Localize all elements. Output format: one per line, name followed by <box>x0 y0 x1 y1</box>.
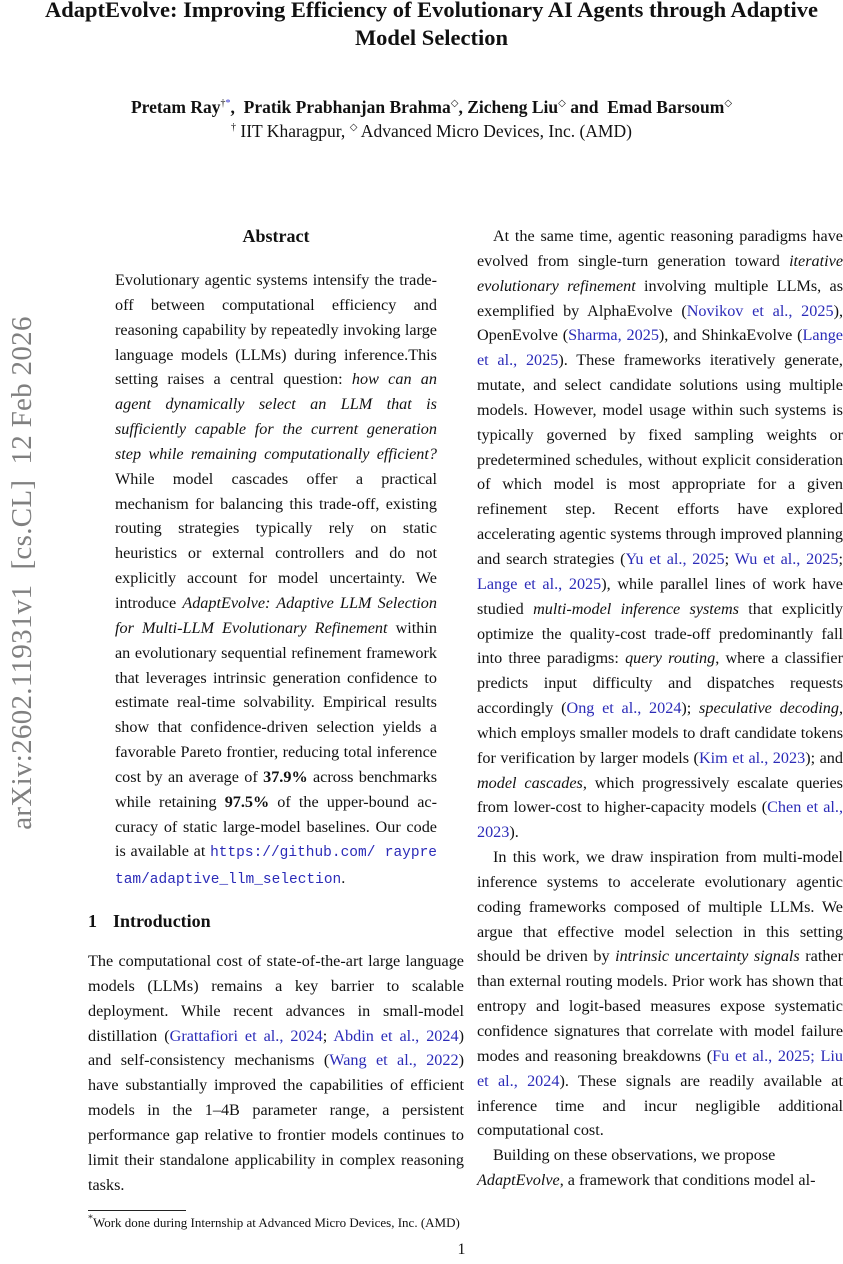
footnote-rule <box>88 1210 186 1211</box>
affiliation-mark: † <box>221 98 226 109</box>
highlight-value: 37.9% <box>263 768 308 786</box>
citation-link[interactable]: Ong et al., 2024 <box>567 699 682 717</box>
text-segment: ; <box>839 550 843 568</box>
footnote <box>88 1214 464 1232</box>
paper-title: AdaptEvolve: Improving Efficiency of Evolutionary AI Agents through Adaptive Model Selection <box>22 0 842 52</box>
text-segment: The computational cost of state-of-the-art large language models (LLMs) remains a key barrier to scalable deployment. While recent advances in small-model distillation ( <box>88 952 464 1045</box>
text-segment: ) and self-consistency mechanisms ( <box>88 1027 464 1070</box>
text-segment: At the same time, agentic reasoning paradigms have evolved from single-turn generation toward <box>477 227 843 270</box>
text-segment: ), and ShinkaEvolve ( <box>659 326 803 344</box>
emphasis-text: speculative decoding <box>699 699 839 717</box>
citation-link[interactable]: Chen et al., 2023 <box>477 798 843 841</box>
body-paragraph <box>477 845 843 1143</box>
citation-link[interactable]: Lange et al., 2025 <box>477 575 601 593</box>
section-heading-introduction <box>88 909 464 933</box>
author-name: Pretam Ray <box>131 97 221 117</box>
text-segment: ). These signals are readily available at inference time and incur negligible additional computational cost. <box>477 1072 843 1140</box>
citation-link[interactable]: Wang et al., 2022 <box>329 1051 458 1069</box>
citation-link[interactable]: Kim et al., 2023 <box>699 749 805 767</box>
emphasis-text: query routing <box>625 649 715 667</box>
paper-header <box>22 0 842 142</box>
text-segment: ); and <box>805 749 843 767</box>
text-segment: , which progressively escalate queries from lower-cost to higher-capacity models ( <box>477 774 843 817</box>
author-name: Emad Barsoum <box>607 97 724 117</box>
affiliation-mark: ◇ <box>558 98 566 109</box>
text-segment: ) have substantially improved the capabilities of efficient models in the 1–4B parameter range, a persistent performance gap relative to frontier models continues to limit their standalone applicability in complex reasoning tasks. <box>88 1051 464 1193</box>
page-number: 1 <box>0 1240 843 1264</box>
text-segment: ). These frameworks iteratively generate, mutate, and select candidate solutions using multiple models. However, model usage within such systems is typically governed by fixed sampling weights or predetermined schedules, without explicit consideration of which model is most appropriate for a given refinement step. Recent efforts have explored accelerating agentic systems through improved planning and search strategies ( <box>477 351 843 568</box>
author-name: Zicheng Liu <box>467 97 558 117</box>
affiliation: Advanced Micro Devices, Inc. (AMD) <box>357 121 632 141</box>
author-name: Pratik Prabhanjan Brahma <box>244 97 451 117</box>
citation-link[interactable]: Grattafiori et al., 2024 <box>170 1027 323 1045</box>
text-segment: Evolutionary agentic systems intensify the trade-off between computational efficiency and reasoning capability by repeatedly invoking large language models (LLMs) during inference.This setting raises a central question: <box>115 271 437 388</box>
text-segment: While model cascades offer a practical mechanism for balancing this trade-off, existing routing strategies typically rely on static heuristics or external controllers and do not explicitly account for model uncertainty. We introduce <box>115 470 437 612</box>
text-segment: , where a classifier predicts input difficulty and dispatches requests accordingly ( <box>477 649 843 717</box>
affiliations <box>22 120 842 142</box>
affiliation-mark: ◇ <box>451 98 459 109</box>
footnote-text: Work done during Internship at Advanced Micro Devices, Inc. (AMD) <box>93 1215 460 1230</box>
affiliation-mark: ◇ <box>350 122 358 133</box>
text-segment: across benchmarks while retaining <box>115 768 437 811</box>
text-segment: . <box>341 869 345 887</box>
two-column-body <box>0 224 843 1232</box>
left-column <box>88 224 464 1232</box>
emphasis-text: how can an agent dynamically select an LLM that is sufficiently capable for the current generation step while remaining computationally efficient? <box>115 370 437 463</box>
citation-link[interactable]: Sharma, 2025 <box>568 326 659 344</box>
text-segment: ), OpenEvolve ( <box>477 302 843 345</box>
code-link[interactable]: https://github.com/ raypretam/adaptive_llm_selection <box>115 845 437 888</box>
abstract-heading: Abstract <box>115 224 437 248</box>
separator: , <box>231 97 240 117</box>
emphasis-text: multi-model inference systems <box>533 600 739 618</box>
body-paragraph <box>477 224 843 845</box>
footnote-mark: * <box>88 1213 93 1224</box>
emphasis-text: intrinsic uncertainty signals <box>615 947 800 965</box>
footnote-mark[interactable]: * <box>226 98 231 109</box>
emphasis-text: model cascades <box>477 774 583 792</box>
section-number: 1 <box>88 911 97 931</box>
introduction-paragraph <box>88 949 464 1197</box>
text-segment: rather than external routing models. Prior work has shown that entropy and logit-based measures expose systematic confidence signatures that correlate with model failure modes and reasoning breakdowns ( <box>477 947 843 1064</box>
abstract-section <box>115 224 437 893</box>
text-segment: ; <box>725 550 735 568</box>
separator: and <box>566 97 603 117</box>
emphasis-text: AdaptEvolve <box>477 1171 560 1189</box>
citation-link[interactable]: Abdin et al., 2024 <box>333 1027 458 1045</box>
text-segment: ), while parallel lines of work have studied <box>477 575 843 618</box>
text-segment: involving multiple LLMs, as exemplified by AlphaEvolve ( <box>477 277 843 320</box>
body-paragraph <box>477 1143 843 1193</box>
author-list <box>22 96 842 118</box>
affiliation: IIT Kharagpur, <box>236 121 350 141</box>
affiliation-mark: † <box>231 122 236 133</box>
text-segment: , which employs smaller models to draft candidate tokens for verification by larger models ( <box>477 699 843 767</box>
text-segment: within an evolutionary sequential refinement framework that leverages intrinsic generation confidence to estimate real-time solvability. Empirical results show that confidence-driven selection yields a favorable Pareto frontier, reducing total inference cost by an average of <box>115 619 437 786</box>
citation-link[interactable]: Lange et al., 2025 <box>477 326 843 369</box>
citation-link[interactable]: Yu et al., 2025 <box>626 550 725 568</box>
text-segment: Building on these observations, we propose <box>493 1146 775 1164</box>
text-segment: that explicitly optimize the quality-cost trade-off predominantly fall into three paradigms: <box>477 600 843 668</box>
section-title: Introduction <box>113 911 211 931</box>
affiliation-mark: ◇ <box>724 98 732 109</box>
citation-link[interactable]: Fu et al., 2025; Liu et al., 2024 <box>477 1047 843 1090</box>
citation-link[interactable]: Wu et al., 2025 <box>735 550 839 568</box>
arxiv-identifier: arXiv:2602.11931v1 [cs.CL] 12 Feb 2026 <box>5 283 39 863</box>
separator: , <box>458 97 467 117</box>
emphasis-text: AdaptEvolve: Adaptive LLM Selection for Multi-LLM Evolutionary Refinement <box>115 594 437 637</box>
highlight-value: 97.5% <box>225 793 270 811</box>
text-segment: , a framework that conditions model al- <box>560 1171 816 1189</box>
text-segment: In this work, we draw inspiration from multi-model inference systems to accelerate evolutionary agentic coding frameworks composed of multiple LLMs. We argue that effective model selection in this setting should be driven by <box>477 848 843 965</box>
emphasis-text: iterative evolutionary refinement <box>477 252 843 295</box>
text-segment: ). <box>509 823 518 841</box>
abstract-text <box>115 268 437 893</box>
text-segment: ); <box>681 699 699 717</box>
text-segment: ; <box>323 1027 334 1045</box>
text-segment: of the upper-bound accuracy of static large-model baselines. Our code is available at <box>115 793 437 861</box>
right-column <box>477 224 843 1193</box>
citation-link[interactable]: Novikov et al., 2025 <box>687 302 834 320</box>
